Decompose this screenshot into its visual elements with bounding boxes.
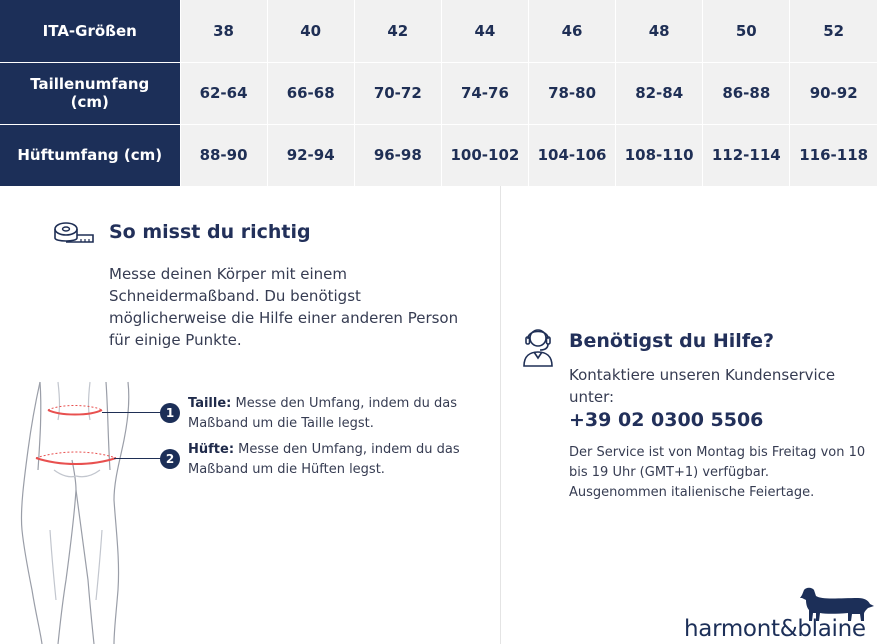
table-cell: 90-92	[790, 62, 877, 124]
hip-measure-line	[36, 458, 116, 464]
table-cell: 38	[180, 0, 267, 62]
table-cell: 62-64	[180, 62, 267, 124]
help-text: Kontaktiere unseren Kundenservice unter:	[569, 366, 836, 406]
table-cell: 82-84	[616, 62, 703, 124]
table-cell: 74-76	[441, 62, 528, 124]
phone-number-link[interactable]: +39 02 0300 5506	[569, 409, 764, 431]
waist-measure-line	[48, 410, 102, 415]
step-hip	[188, 440, 488, 480]
brand-logo-text: harmont&blaine	[684, 616, 866, 642]
customer-service-icon	[522, 325, 554, 367]
step-text: Messe den Umfang, indem du das Maßband um die Taille legst.	[188, 396, 457, 431]
table-cell: 100-102	[441, 124, 528, 186]
body-figure	[10, 380, 160, 644]
step-text: Messe den Umfang, indem du das Maßband um die Hüften legst.	[188, 442, 460, 477]
step-number-badge: 1	[160, 403, 180, 423]
table-cell: 40	[267, 0, 354, 62]
row-header: Taillenumfang (cm)	[0, 62, 180, 124]
table-cell: 104-106	[529, 124, 616, 186]
table-cell: 108-110	[616, 124, 703, 186]
table-cell: 92-94	[267, 124, 354, 186]
row-header: Hüftumfang (cm)	[0, 124, 180, 186]
step-label: Hüfte:	[188, 442, 235, 457]
table-cell: 88-90	[180, 124, 267, 186]
table-cell: 112-114	[703, 124, 790, 186]
table-row	[0, 124, 877, 186]
step-number-badge: 2	[160, 449, 180, 469]
table-cell: 66-68	[267, 62, 354, 124]
table-cell: 86-88	[703, 62, 790, 124]
size-table	[0, 0, 877, 187]
table-cell: 44	[441, 0, 528, 62]
table-cell: 70-72	[354, 62, 441, 124]
table-cell: 78-80	[529, 62, 616, 124]
measure-intro: Messe deinen Körper mit einem Schneidermaßband. Du benötigst möglicherweise die Hilfe einer anderen Person für einige Punkte.	[109, 265, 459, 349]
waist-pointer-line	[102, 412, 162, 413]
step-waist	[188, 394, 488, 434]
hip-pointer-line	[114, 458, 162, 459]
table-cell: 96-98	[354, 124, 441, 186]
row-header: ITA-Größen	[0, 0, 180, 62]
table-cell: 48	[616, 0, 703, 62]
help-title: Benötigst du Hilfe?	[569, 330, 774, 352]
step-label: Taille:	[188, 396, 232, 411]
measure-title: So misst du richtig	[109, 221, 311, 243]
service-hours: Der Service ist von Montag bis Freitag von 10 bis 19 Uhr (GMT+1) verfügbar. Ausgenommen italienische Feiertage.	[569, 445, 866, 500]
table-cell: 46	[529, 0, 616, 62]
table-row	[0, 0, 877, 62]
column-divider	[500, 186, 501, 644]
table-cell: 42	[354, 0, 441, 62]
table-cell: 52	[790, 0, 877, 62]
table-row	[0, 62, 877, 124]
table-cell: 116-118	[790, 124, 877, 186]
table-cell: 50	[703, 0, 790, 62]
measuring-tape-icon	[54, 221, 94, 247]
